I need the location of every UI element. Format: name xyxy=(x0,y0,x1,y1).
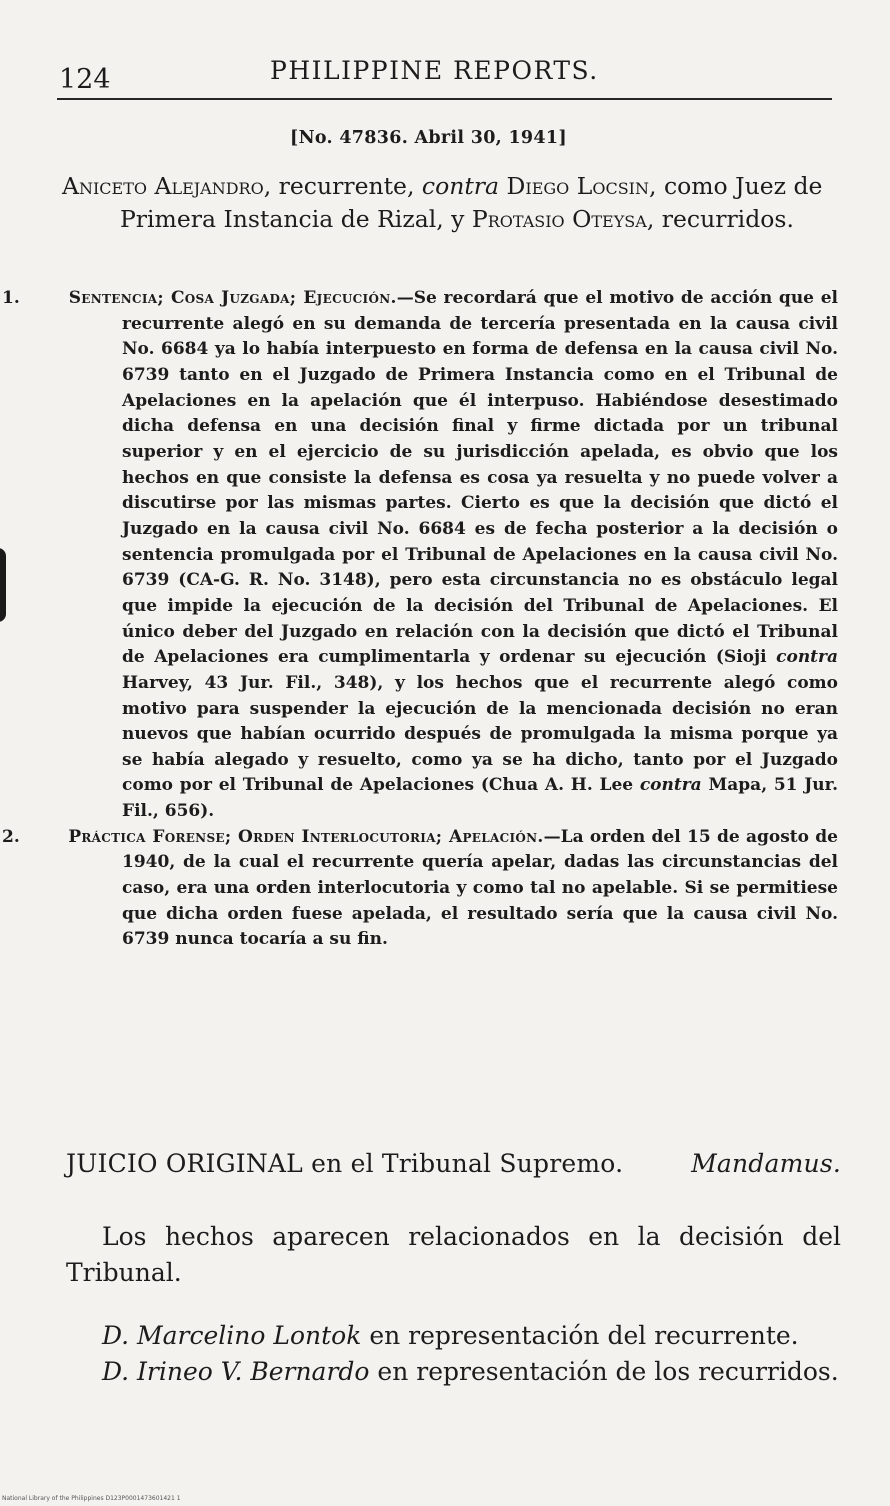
counsel-name: D. Irineo V. Bernardo xyxy=(102,1357,370,1386)
syllabus-topics: Sentencia; Cosa Juzgada; Ejecución. xyxy=(68,288,397,308)
counsel-role: en representación de los recurridos. xyxy=(369,1357,839,1386)
petitioner-name: Aniceto Alejandro xyxy=(62,172,264,200)
syllabus-italic: contra xyxy=(776,647,838,668)
origin-text: JUICIO ORIGINAL en el Tribunal Supremo. xyxy=(66,1149,624,1178)
main-text xyxy=(66,1146,841,1390)
syllabus-text: Mapa, 51 Jur. Fil., 656). xyxy=(122,775,838,822)
versus-word: contra xyxy=(421,172,500,200)
counsel-list xyxy=(66,1318,841,1390)
syllabus-item: 1. Sentencia; Cosa Juzgada; Ejecución.—Se recordará que el motivo de acción que el recurrente alegó en su demanda de tercería presentada en la causa civil No. 6684 ya lo había interpuesto en forma de defensa en la causa civil No. 6739 tanto en el Juzgado de Primera Instancia como en el Tribunal de Apelaciones en la apelación que él interpuso. Habiéndose desestimado dicha defensa en una decisión final y firme dictada por un tribunal superior y en el ejercicio de su jurisdicción apelada, es obvio que los hechos en que consiste la defensa es cosa ya resuelta y no puede volver a discutirse por las mismas partes. Cierto es que la decisión que dictó el Juzgado en la causa civil No. 6684 es de fecha posterior a la decisión o sentencia promulgada por el Tribunal de Apelaciones en la causa civil No. 6739 (CA-G. R. No. 3148), pero esta circunstancia no es obstáculo legal que impide la ejecución de la decisión del Tribunal de Apelaciones. El único deber del Juzgado en relación con la decisión que dictó el Tribunal de Apelaciones era cumplimentarla y ordenar su ejecución (Sioji contra Harvey, 43 Jur. Fil., 348), y los hechos que el recurrente alegó como motivo para suspender la ejecución de la mencionada decisión no eran nuevos que habían ocurrido después de promulgada la misma porque ya se había alegado y resuelto, como ya se ha dicho, tanto por el Juzgado como por el Tribunal de Apelaciones (Chua A. H. Lee contra Mapa, 51 Jur. Fil., 656). xyxy=(2,288,838,822)
syllabus xyxy=(2,286,838,953)
case-origin xyxy=(66,1146,841,1182)
syllabus-text: Harvey, 43 Jur. Fil., 348), y los hechos que el recurrente alegó como motivo para suspender la ejecución de la mencionada decisión no eran nuevos que habían ocurrido después de promulgada la misma porque ya se había alegado y resuelto, como ya se ha dicho, tanto por el Juzgado como por el Tribunal de Apelaciones (Chua A. H. Lee xyxy=(122,672,838,796)
syllabus-italic: contra xyxy=(639,775,702,796)
syllabus-text: —La orden del 15 de agosto de 1940, de la cual el recurrente quería apelar, dadas las circunstancias del caso, era una orden interlocutoria y como tal no apelable. Si se permitiese que dicha orden fuese apelada, el resultado sería que la causa civil No. 6739 nunca tocaría a su fin. xyxy=(122,826,838,950)
case-reference: [No. 47836. Abril 30, 1941] xyxy=(290,128,567,148)
page-number: 124 xyxy=(59,64,111,95)
respondent-name-2: Protasio Oteysa xyxy=(471,205,647,233)
running-head: PHILIPPINE REPORTS. xyxy=(270,56,599,85)
binding-mark xyxy=(0,548,6,622)
syllabus-item: 2. Práctica Forense; Orden Interlocutoria; Apelación.—La orden del 15 de agosto de 1940, de la cual el recurrente quería apelar, dadas las circunstancias del caso, era una orden interlocutoria y como tal no apelable. Si se permitiese que dicha orden fuese apelada, el resultado sería que la causa civil No. 6739 nunca tocaría a su fin. xyxy=(2,826,838,950)
respondent-role-1: , como Juez de Primera Instancia de Rizal, y xyxy=(120,172,823,233)
counsel-role: en representación del recurrente. xyxy=(361,1321,799,1350)
counsel-name: D. Marcelino Lontok xyxy=(102,1321,362,1350)
counsel-line xyxy=(102,1354,841,1390)
respondent-name-1: Diego Locsin xyxy=(506,172,649,200)
petitioner-role: , recurrente, xyxy=(263,172,422,200)
page-header xyxy=(57,56,832,100)
respondent-role-2: , recurridos. xyxy=(646,205,794,233)
counsel-line xyxy=(102,1318,841,1354)
syllabus-topics: Práctica Forense; Orden Interlocutoria; Apelación. xyxy=(68,826,544,847)
facts-statement: Los hechos aparecen relacionados en la decisión del Tribunal. xyxy=(66,1222,841,1287)
origin-type: Mandamus. xyxy=(691,1149,841,1178)
case-caption xyxy=(62,170,838,236)
syllabus-text: —Se recordará que el motivo de acción que el recurrente alegó en su demanda de tercería presentada en la causa civil No. 6684 ya lo había interpuesto en forma de defensa en la causa civil No. 6739 tanto en el Juzgado de Primera Instancia como en el Tribunal de Apelaciones en la apelación que él interpuso. Habiéndose desestimado dicha defensa en una decisión final y firme dictada por un tribunal superior y en el ejercicio de su jurisdicción apelada, es obvio que los hechos en que consiste la defensa es cosa ya resuelta y no puede volver a discutirse por las mismas partes. Cierto es que la decisión que dictó el Juzgado en la causa civil No. 6684 es de fecha posterior a la decisión o sentencia promulgada por el Tribunal de Apelaciones en la causa civil No. 6739 (CA-G. R. No. 3148), pero esta circunstancia no es obstáculo legal que impide la ejecución de la decisión del Tribunal de Apelaciones. El único deber del Juzgado en relación con la decisión que dictó el Tribunal de Apelaciones era cumplimentarla y ordenar su ejecución (Sioji xyxy=(122,288,838,668)
library-footer: National Library of the Philippines D123P0001473601421 1 xyxy=(2,1495,181,1502)
